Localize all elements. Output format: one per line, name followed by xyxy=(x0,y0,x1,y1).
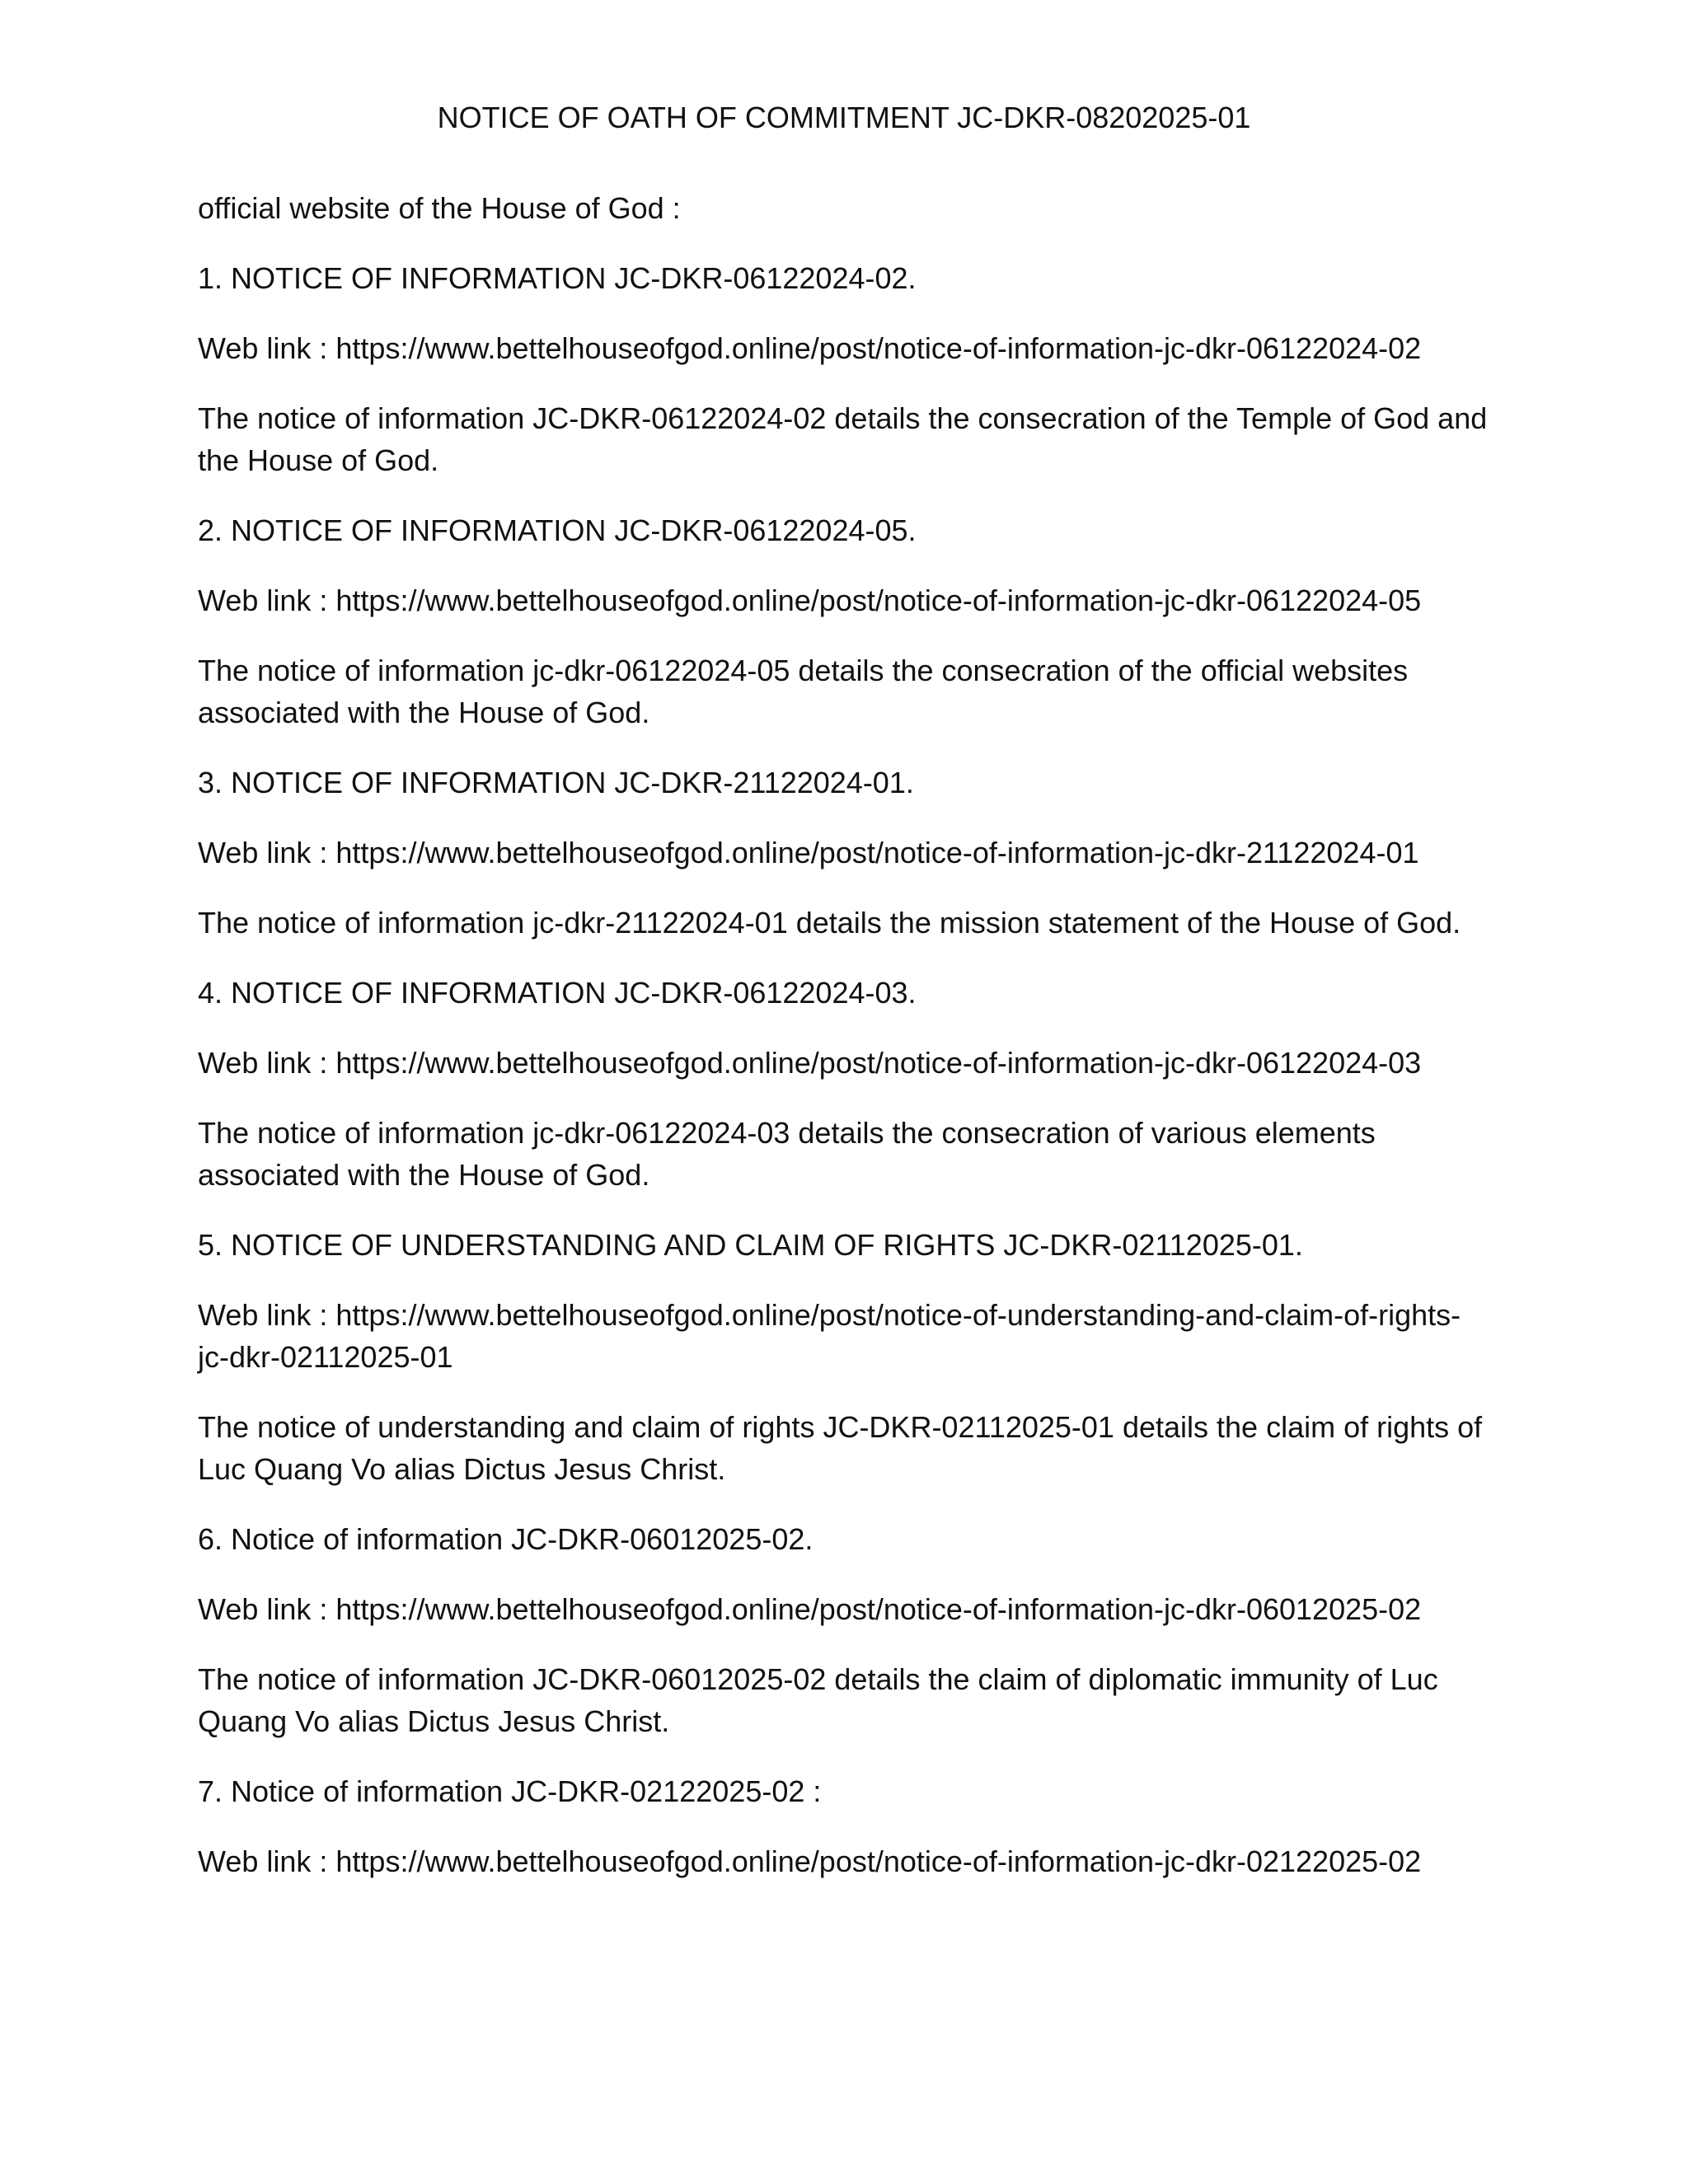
web-link-label: Web link : xyxy=(198,1592,336,1626)
notice-heading: 7. Notice of information JC-DKR-02122025-02 : xyxy=(198,1774,822,1808)
notice-description: The notice of understanding and claim of rights JC-DKR-02112025-01 details the claim of rights of Luc Quang Vo alias Dictus Jesus Christ. xyxy=(198,1410,1483,1486)
document-title: NOTICE OF OATH OF COMMITMENT JC-DKR-08202025-01 xyxy=(437,101,1251,134)
notice-item xyxy=(198,509,1490,733)
notice-item xyxy=(198,1224,1490,1490)
web-link-label: Web link : xyxy=(198,583,336,617)
notice-item xyxy=(198,762,1490,944)
notice-heading: 2. NOTICE OF INFORMATION JC-DKR-06122024-05. xyxy=(198,513,917,547)
notice-heading: 4. NOTICE OF INFORMATION JC-DKR-06122024-03. xyxy=(198,976,917,1010)
web-link-label: Web link : xyxy=(198,1046,336,1080)
notice-heading: 5. NOTICE OF UNDERSTANDING AND CLAIM OF RIGHTS JC-DKR-02112025-01. xyxy=(198,1228,1303,1262)
web-link-label: Web link : xyxy=(198,1844,336,1878)
notice-item xyxy=(198,972,1490,1196)
notice-description: The notice of information JC-DKR-06012025-02 details the claim of diplomatic immunity of Luc Quang Vo alias Dictus Jesus Christ. xyxy=(198,1662,1438,1738)
web-link-url[interactable]: https://www.bettelhouseofgod.online/post/notice-of-understanding-and-claim-of-rights-jc-dkr-02112025-01 xyxy=(198,1298,1461,1374)
notice-description: The notice of information jc-dkr-06122024-03 details the consecration of various elements associated with the House of God. xyxy=(198,1116,1376,1192)
web-link-url[interactable]: https://www.bettelhouseofgod.online/post/notice-of-information-jc-dkr-06122024-03 xyxy=(335,1046,1422,1080)
web-link-label: Web link : xyxy=(198,1298,336,1332)
notice-heading: 6. Notice of information JC-DKR-06012025-02. xyxy=(198,1522,814,1556)
web-link-url[interactable]: https://www.bettelhouseofgod.online/post/notice-of-information-jc-dkr-06122024-05 xyxy=(335,583,1422,617)
web-link-line xyxy=(198,579,1490,621)
notice-list xyxy=(198,257,1490,1882)
web-link-line xyxy=(198,1840,1490,1882)
notice-heading: 1. NOTICE OF INFORMATION JC-DKR-06122024-02. xyxy=(198,261,917,295)
web-link-line xyxy=(198,1588,1490,1630)
notice-item xyxy=(198,1518,1490,1742)
notice-description: The notice of information JC-DKR-06122024-02 details the consecration of the Temple of God and the House of God. xyxy=(198,401,1488,477)
web-link-label: Web link : xyxy=(198,836,336,869)
web-link-url[interactable]: https://www.bettelhouseofgod.online/post/notice-of-information-jc-dkr-21122024-01 xyxy=(335,836,1419,869)
web-link-label: Web link : xyxy=(198,331,336,365)
notice-heading: 3. NOTICE OF INFORMATION JC-DKR-21122024-01. xyxy=(198,766,914,799)
web-link-url[interactable]: https://www.bettelhouseofgod.online/post/notice-of-information-jc-dkr-06012025-02 xyxy=(335,1592,1422,1626)
web-link-url[interactable]: https://www.bettelhouseofgod.online/post/notice-of-information-jc-dkr-06122024-02 xyxy=(335,331,1422,365)
notice-description: The notice of information jc-dkr-21122024-01 details the mission statement of the House of God. xyxy=(198,906,1461,940)
intro-text: official website of the House of God : xyxy=(198,191,681,225)
notice-description: The notice of information jc-dkr-06122024-05 details the consecration of the official websites associated with the House of God. xyxy=(198,654,1409,729)
web-link-line xyxy=(198,832,1490,874)
web-link-url[interactable]: https://www.bettelhouseofgod.online/post/notice-of-information-jc-dkr-02122025-02 xyxy=(335,1844,1422,1878)
web-link-line xyxy=(198,1294,1490,1378)
web-link-line xyxy=(198,327,1490,369)
notice-item xyxy=(198,1770,1490,1882)
web-link-line xyxy=(198,1042,1490,1084)
notice-item xyxy=(198,257,1490,481)
